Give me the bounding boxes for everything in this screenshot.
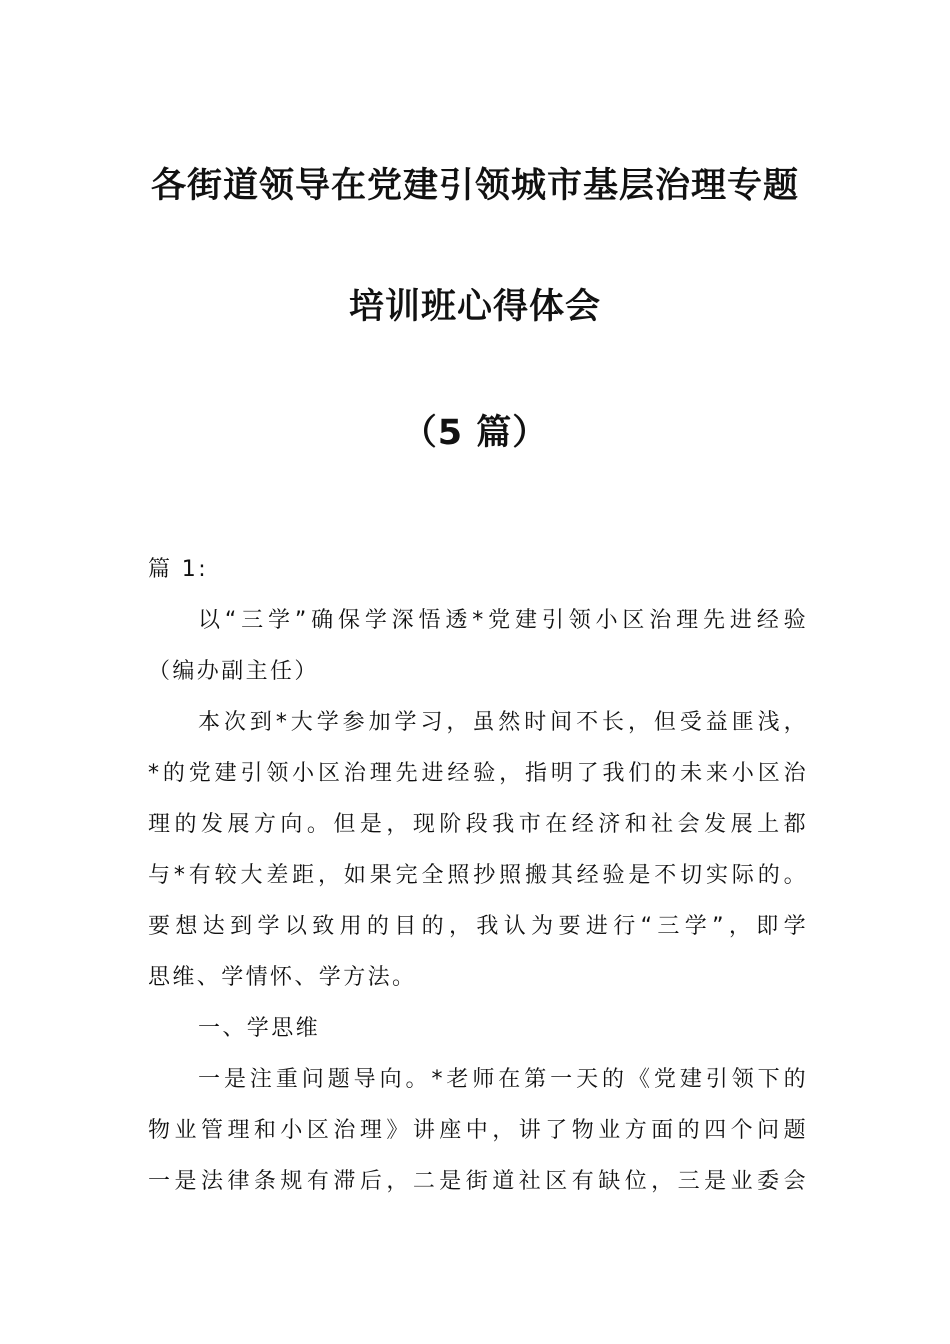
paragraph-line: 物业管理和小区治理》讲座中，讲了物业方面的四个问题 xyxy=(148,1118,808,1143)
document-title-count: （5 篇） xyxy=(401,413,549,453)
paragraph-line: 思维、学情怀、学方法。 xyxy=(148,965,417,990)
paragraph-line: 一是注重问题导向。*老师在第一天的《党建引领下的 xyxy=(198,1067,808,1092)
section-label: 篇 1: xyxy=(148,557,209,582)
paragraph-line: 一是法律条规有滞后，二是街道社区有缺位，三是业委会 xyxy=(148,1169,808,1194)
section-heading: 一、学思维 xyxy=(198,1016,321,1041)
paragraph-line: 与*有较大差距，如果完全照抄照搬其经验是不切实际的。 xyxy=(148,863,808,888)
paragraph-line: 理的发展方向。但是，现阶段我市在经济和社会发展上都 xyxy=(148,812,808,837)
article-subtitle: 以“三学”确保学深悟透*党建引领小区治理先进经验 xyxy=(198,608,808,633)
paragraph-line: 本次到*大学参加学习，虽然时间不长，但受益匪浅， xyxy=(198,710,808,735)
document-title-line-2: 培训班心得体会 xyxy=(348,287,601,327)
paragraph-line: 要想达到学以致用的目的，我认为要进行“三学”，即学 xyxy=(148,914,808,939)
document-body xyxy=(148,544,808,1207)
paragraph-line: *的党建引领小区治理先进经验，指明了我们的未来小区治 xyxy=(148,761,808,786)
article-author: （编办副主任） xyxy=(148,659,319,684)
document-title-line-1: 各街道领导在党建引领城市基层治理专题 xyxy=(150,166,799,206)
